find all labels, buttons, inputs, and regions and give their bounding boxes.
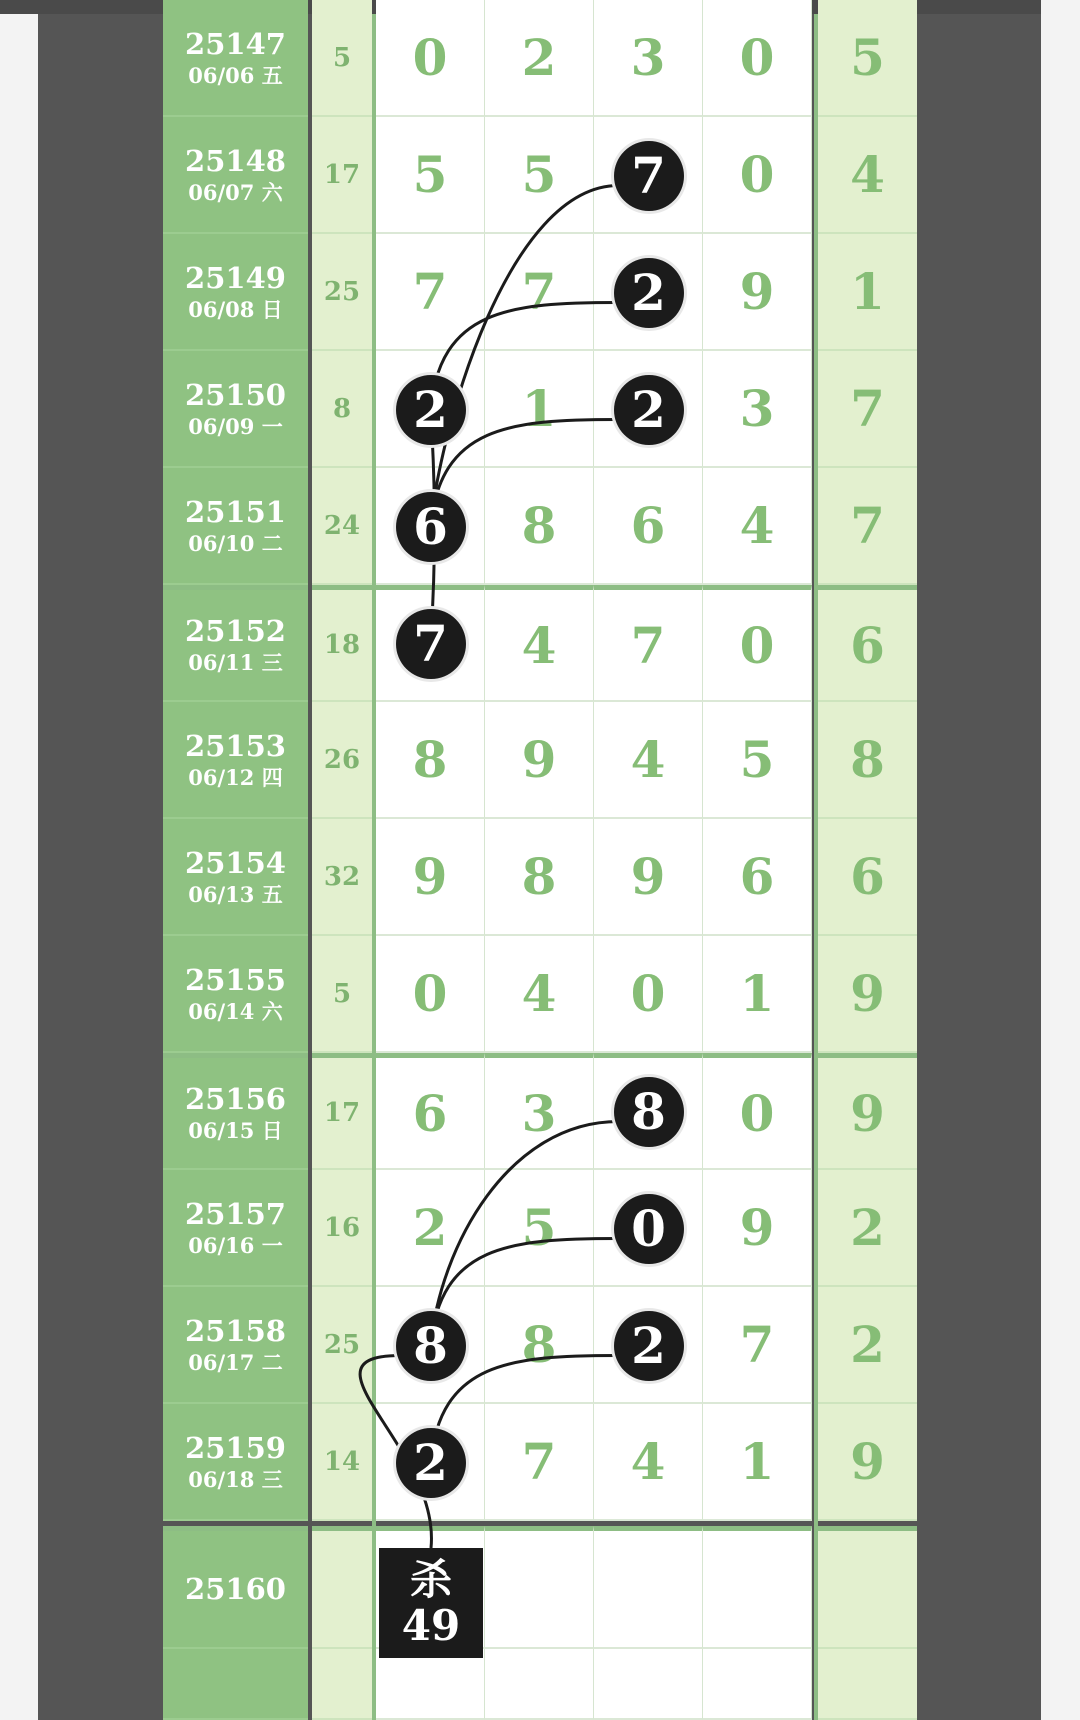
digit-value: 8 (521, 496, 557, 555)
digit-value: 5 (739, 730, 775, 789)
hit-ball: 2 (614, 258, 684, 328)
period-number: 25159 (185, 1430, 286, 1465)
digit-value: 4 (630, 730, 666, 789)
period-number: 25153 (185, 728, 286, 763)
tail-value: 7 (850, 496, 885, 555)
link-curve (431, 186, 619, 527)
period-number: 25148 (185, 143, 286, 178)
tail-value: 2 (850, 1198, 885, 1257)
digit-value: 6 (630, 496, 666, 555)
sum-value: 5 (332, 42, 352, 73)
period-date: 06/12 四 (188, 764, 283, 790)
digit-value: 7 (739, 1315, 775, 1374)
period-date: 06/08 日 (188, 296, 283, 322)
digit-value: 4 (739, 496, 775, 555)
digit-value: 5 (521, 145, 557, 204)
tail-value: 6 (850, 615, 885, 675)
period-date: 06/17 二 (188, 1349, 283, 1375)
hit-ball: 8 (396, 1311, 466, 1381)
tail-value: 9 (850, 1083, 885, 1143)
period-date: 06/18 三 (188, 1466, 283, 1492)
hit-ball: 0 (614, 1194, 684, 1264)
digit-value: 0 (739, 145, 775, 204)
link-curve (431, 1122, 619, 1346)
sum-value: 8 (332, 393, 352, 424)
digit-value: 9 (630, 847, 666, 906)
digit-value: 4 (630, 1432, 666, 1491)
period-number: 25155 (185, 962, 286, 997)
digit-value: 1 (739, 1432, 775, 1491)
digit-value: 7 (521, 1432, 557, 1491)
sum-value: 16 (323, 1212, 361, 1243)
sum-value: 17 (323, 159, 361, 190)
digit-value: 0 (739, 28, 775, 87)
tail-value: 2 (850, 1315, 885, 1374)
digit-value: 7 (630, 615, 666, 675)
period-date: 06/06 五 (188, 62, 283, 88)
period-date: 06/09 一 (188, 413, 283, 439)
period-date: 06/15 日 (188, 1118, 283, 1143)
digit-value: 3 (739, 379, 775, 438)
period-date: 06/13 五 (188, 881, 283, 907)
hit-ball: 2 (396, 375, 466, 445)
period-date: 06/10 二 (188, 530, 283, 556)
period-date: 06/16 一 (188, 1232, 283, 1258)
period-number: 25149 (185, 260, 286, 295)
hit-ball: 2 (396, 1428, 466, 1498)
digit-value: 0 (739, 615, 775, 675)
period-number: 25147 (185, 26, 286, 61)
digit-value: 3 (521, 1083, 557, 1143)
sum-value: 14 (323, 1446, 361, 1477)
kill-number-box (379, 1548, 483, 1658)
sum-value: 24 (323, 510, 361, 541)
digit-value: 9 (521, 730, 557, 789)
digit-value: 7 (412, 262, 448, 321)
hit-ball: 7 (396, 609, 466, 679)
digit-value: 6 (412, 1083, 448, 1143)
tail-value: 7 (850, 379, 885, 438)
tail-value: 8 (850, 730, 885, 789)
digit-value: 0 (412, 964, 448, 1023)
hit-ball: 8 (614, 1077, 684, 1147)
digit-value: 5 (412, 145, 448, 204)
period-date: 06/14 六 (188, 998, 283, 1024)
sum-value: 25 (323, 1329, 361, 1360)
period-number: 25156 (185, 1082, 286, 1116)
digit-value: 0 (630, 964, 666, 1023)
period-number: 25154 (185, 845, 286, 880)
digit-value: 0 (739, 1083, 775, 1143)
sum-value: 18 (323, 630, 361, 660)
tail-value: 9 (850, 1432, 885, 1491)
digit-value: 4 (521, 964, 557, 1023)
hit-ball: 6 (396, 492, 466, 562)
digit-value: 7 (521, 262, 557, 321)
period-number: 25157 (185, 1196, 286, 1231)
digit-value: 5 (521, 1198, 557, 1257)
period-date: 06/11 三 (188, 650, 283, 675)
tail-value: 5 (850, 28, 885, 87)
digit-value: 2 (521, 28, 557, 87)
digit-value: 8 (412, 730, 448, 789)
hit-ball: 7 (614, 141, 684, 211)
digit-value: 9 (739, 262, 775, 321)
digit-value: 1 (521, 379, 557, 438)
hit-ball: 2 (614, 375, 684, 445)
kill-value: 49 (401, 1601, 461, 1650)
next-period-number: 25160 (185, 1572, 286, 1606)
period-number: 25158 (185, 1313, 286, 1348)
digit-value: 9 (739, 1198, 775, 1257)
digit-value: 8 (521, 847, 557, 906)
sum-value: 32 (323, 861, 361, 892)
kill-label: 杀 (409, 1555, 452, 1604)
sum-value: 5 (332, 978, 352, 1009)
digit-value: 9 (412, 847, 448, 906)
period-number: 25151 (185, 494, 286, 529)
digit-value: 2 (412, 1198, 448, 1257)
digit-value: 1 (739, 964, 775, 1023)
digit-value: 3 (630, 28, 666, 87)
sum-value: 26 (323, 744, 361, 775)
digit-value: 4 (521, 615, 557, 675)
period-number: 25150 (185, 377, 286, 412)
sum-value: 17 (323, 1098, 361, 1128)
digit-value: 6 (739, 847, 775, 906)
hit-ball: 2 (614, 1311, 684, 1381)
tail-value: 9 (850, 964, 885, 1023)
period-number: 25152 (185, 614, 286, 648)
period-date: 06/07 六 (188, 179, 283, 205)
tail-value: 1 (850, 262, 885, 321)
tail-value: 6 (850, 847, 885, 906)
sum-value: 25 (323, 276, 361, 307)
digit-value: 8 (521, 1315, 557, 1374)
digit-value: 0 (412, 28, 448, 87)
tail-value: 4 (850, 145, 885, 204)
